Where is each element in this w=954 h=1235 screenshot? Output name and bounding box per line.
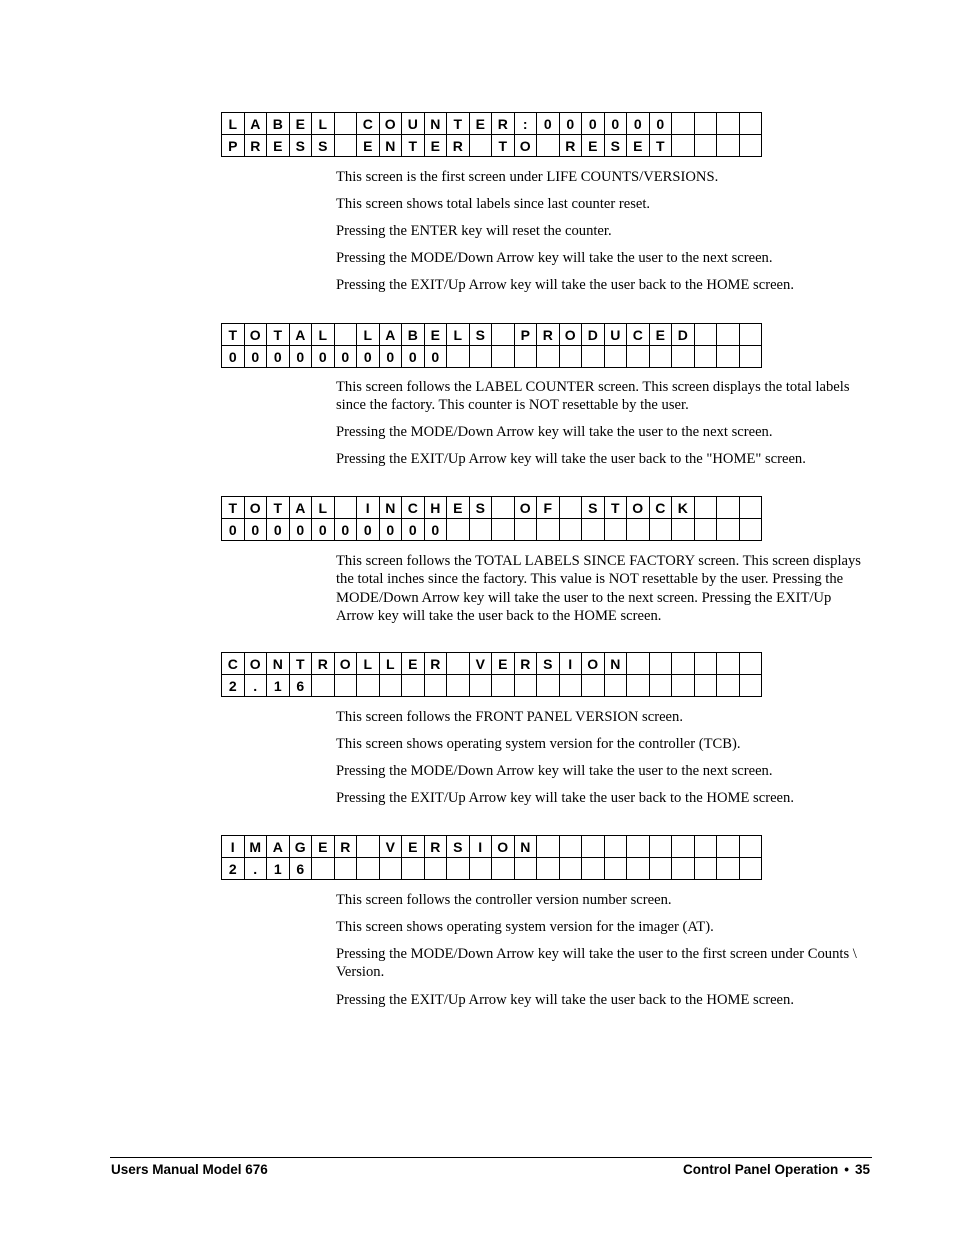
lcd-cell (672, 135, 695, 157)
lcd-cell: D (582, 324, 605, 346)
lcd-cell: E (469, 113, 492, 135)
lcd-cell (402, 858, 425, 880)
lcd-cell (694, 519, 717, 541)
lcd-cell (739, 836, 762, 858)
lcd-cell (739, 113, 762, 135)
lcd-cell (492, 858, 515, 880)
lcd-cell (469, 858, 492, 880)
lcd-cell (582, 858, 605, 880)
lcd-cell: 0 (559, 113, 582, 135)
lcd-cell: 1 (267, 675, 290, 697)
lcd-cell (739, 858, 762, 880)
lcd-cell: L (222, 113, 245, 135)
lcd-cell (739, 497, 762, 519)
lcd-cell: O (244, 653, 267, 675)
lcd-cell: T (267, 497, 290, 519)
lcd-cell (492, 497, 515, 519)
lcd-cell: A (289, 497, 312, 519)
lcd-row (222, 858, 762, 880)
lcd-cell (469, 519, 492, 541)
description-paragraph: Pressing the MODE/Down Arrow key will take the user to the next screen. (336, 763, 773, 780)
lcd-cell (672, 675, 695, 697)
lcd-cell (334, 675, 357, 697)
lcd-cell: P (514, 324, 537, 346)
lcd-cell: E (357, 135, 380, 157)
lcd-cell: E (492, 653, 515, 675)
lcd-cell: 0 (379, 346, 402, 368)
lcd-cell (537, 519, 560, 541)
lcd-cell: 0 (649, 113, 672, 135)
lcd-cell (492, 675, 515, 697)
lcd-cell (627, 346, 650, 368)
lcd-cell (717, 653, 740, 675)
lcd-cell (694, 324, 717, 346)
lcd-cell (694, 675, 717, 697)
lcd-row (222, 836, 762, 858)
lcd-screen-display (221, 652, 762, 697)
lcd-cell: 1 (267, 858, 290, 880)
lcd-cell: S (537, 653, 560, 675)
lcd-cell (582, 836, 605, 858)
lcd-cell (672, 653, 695, 675)
lcd-cell (514, 346, 537, 368)
lcd-cell: E (627, 135, 650, 157)
lcd-cell (537, 346, 560, 368)
lcd-cell: P (222, 135, 245, 157)
lcd-cell: 0 (334, 519, 357, 541)
description-paragraph: This screen shows operating system version for the imager (AT). (336, 919, 714, 936)
lcd-cell: 0 (379, 519, 402, 541)
lcd-cell: . (244, 675, 267, 697)
lcd-cell: 0 (424, 346, 447, 368)
lcd-cell (739, 346, 762, 368)
lcd-cell (447, 346, 470, 368)
lcd-cell: N (379, 497, 402, 519)
lcd-cell (672, 836, 695, 858)
lcd-cell: E (424, 135, 447, 157)
lcd-cell: C (627, 324, 650, 346)
lcd-cell: 0 (627, 113, 650, 135)
lcd-cell (627, 836, 650, 858)
lcd-cell (447, 519, 470, 541)
lcd-cell (739, 135, 762, 157)
description-paragraph: This screen follows the controller version number screen. (336, 892, 672, 908)
lcd-cell: S (312, 135, 335, 157)
lcd-cell (694, 858, 717, 880)
lcd-cell: O (244, 497, 267, 519)
lcd-cell (492, 346, 515, 368)
lcd-cell: . (244, 858, 267, 880)
lcd-cell: 0 (402, 346, 425, 368)
lcd-cell: C (222, 653, 245, 675)
screen-description (336, 168, 866, 303)
lcd-cell: N (379, 135, 402, 157)
lcd-cell: 0 (604, 113, 627, 135)
lcd-row (222, 324, 762, 346)
lcd-cell (717, 324, 740, 346)
lcd-cell: O (582, 653, 605, 675)
lcd-cell: 0 (402, 519, 425, 541)
description-paragraph: Pressing the MODE/Down Arrow key will take the user to the next screen. (336, 424, 773, 441)
lcd-cell: 2 (222, 858, 245, 880)
lcd-cell: I (469, 836, 492, 858)
footer-bullet: • (844, 1162, 849, 1177)
lcd-cell (694, 836, 717, 858)
lcd-cell: C (649, 497, 672, 519)
lcd-row (222, 113, 762, 135)
lcd-row (222, 675, 762, 697)
lcd-cell: 0 (357, 346, 380, 368)
lcd-cell: : (514, 113, 537, 135)
lcd-cell: S (469, 324, 492, 346)
lcd-cell (739, 675, 762, 697)
lcd-cell (334, 135, 357, 157)
lcd-cell: O (514, 135, 537, 157)
lcd-screen-display (221, 323, 762, 368)
lcd-cell: 0 (267, 346, 290, 368)
screen-description (336, 891, 866, 1018)
lcd-cell: R (312, 653, 335, 675)
lcd-cell (424, 675, 447, 697)
lcd-cell (739, 324, 762, 346)
description-paragraph: This screen follows the TOTAL LABELS SINCE FACTORY screen. This screen displays the total inches since the factory. This value is NOT resettable by the user. Pressing the MODE/Down Arrow key will take the user to the next screen. Pressing the EXIT/Up Arrow key will take the user back to the HOME screen. (336, 553, 861, 624)
lcd-cell: T (402, 135, 425, 157)
lcd-cell: 0 (222, 519, 245, 541)
lcd-cell: E (424, 324, 447, 346)
screen-description (336, 378, 866, 478)
lcd-cell (559, 346, 582, 368)
lcd-cell: L (312, 324, 335, 346)
lcd-cell (604, 836, 627, 858)
lcd-cell: B (267, 113, 290, 135)
lcd-cell (334, 497, 357, 519)
lcd-cell (672, 858, 695, 880)
lcd-cell (694, 346, 717, 368)
lcd-cell: A (267, 836, 290, 858)
lcd-cell (739, 519, 762, 541)
lcd-cell (694, 653, 717, 675)
lcd-cell (537, 135, 560, 157)
lcd-cell: A (289, 324, 312, 346)
description-paragraph: Pressing the MODE/Down Arrow key will take the user to the next screen. (336, 250, 773, 267)
lcd-cell: N (604, 653, 627, 675)
lcd-cell (627, 653, 650, 675)
lcd-cell (672, 519, 695, 541)
lcd-cell (334, 324, 357, 346)
lcd-cell (559, 836, 582, 858)
lcd-cell (604, 675, 627, 697)
lcd-cell: 0 (424, 519, 447, 541)
lcd-cell (402, 675, 425, 697)
lcd-cell (537, 675, 560, 697)
lcd-cell: T (222, 324, 245, 346)
lcd-cell (469, 135, 492, 157)
description-paragraph: Pressing the EXIT/Up Arrow key will take the user back to the HOME screen. (336, 277, 794, 294)
lcd-cell (649, 675, 672, 697)
lcd-cell: L (447, 324, 470, 346)
lcd-cell (379, 675, 402, 697)
lcd-cell: R (537, 324, 560, 346)
lcd-cell (717, 519, 740, 541)
description-paragraph: This screen shows operating system version for the controller (TCB). (336, 736, 741, 753)
lcd-cell: 6 (289, 858, 312, 880)
lcd-cell: E (267, 135, 290, 157)
lcd-cell: T (604, 497, 627, 519)
lcd-row (222, 497, 762, 519)
lcd-cell: O (492, 836, 515, 858)
lcd-cell (627, 519, 650, 541)
lcd-cell (357, 858, 380, 880)
lcd-cell: A (379, 324, 402, 346)
lcd-cell: 0 (582, 113, 605, 135)
lcd-screen-display (221, 112, 762, 157)
lcd-cell: A (244, 113, 267, 135)
lcd-cell: 0 (289, 346, 312, 368)
lcd-cell (469, 675, 492, 697)
lcd-cell: R (514, 653, 537, 675)
footer-section-name: Control Panel Operation (682, 1162, 839, 1177)
lcd-cell: L (312, 497, 335, 519)
lcd-cell: T (447, 113, 470, 135)
lcd-cell: U (402, 113, 425, 135)
lcd-cell: S (604, 135, 627, 157)
lcd-cell (627, 675, 650, 697)
lcd-cell (582, 519, 605, 541)
lcd-cell: E (312, 836, 335, 858)
lcd-cell: S (447, 836, 470, 858)
lcd-cell (717, 346, 740, 368)
description-paragraph: Pressing the ENTER key will reset the counter. (336, 223, 612, 240)
lcd-cell: 0 (289, 519, 312, 541)
lcd-cell (717, 497, 740, 519)
description-paragraph: Pressing the EXIT/Up Arrow key will take the user back to the HOME screen. (336, 790, 794, 807)
description-paragraph: This screen is the first screen under LIFE COUNTS/VERSIONS. (336, 169, 719, 185)
lcd-cell: 0 (334, 346, 357, 368)
lcd-cell: D (672, 324, 695, 346)
lcd-cell: T (492, 135, 515, 157)
lcd-cell (447, 858, 470, 880)
lcd-cell (334, 113, 357, 135)
lcd-cell (717, 113, 740, 135)
lcd-cell: N (424, 113, 447, 135)
lcd-cell (717, 675, 740, 697)
lcd-cell (604, 346, 627, 368)
lcd-cell (672, 113, 695, 135)
lcd-cell: I (559, 653, 582, 675)
lcd-cell (312, 858, 335, 880)
lcd-cell: T (289, 653, 312, 675)
lcd-cell: L (312, 113, 335, 135)
lcd-cell: L (357, 324, 380, 346)
footer-page-number: 35 (854, 1162, 870, 1177)
lcd-cell (492, 324, 515, 346)
lcd-cell: B (402, 324, 425, 346)
footer-rule (110, 1157, 872, 1158)
lcd-cell (559, 497, 582, 519)
lcd-cell (582, 675, 605, 697)
lcd-cell: 0 (244, 519, 267, 541)
description-paragraph: This screen follows the FRONT PANEL VERSION screen. (336, 709, 683, 725)
lcd-cell: N (514, 836, 537, 858)
lcd-cell: O (244, 324, 267, 346)
lcd-cell (447, 675, 470, 697)
lcd-cell: T (649, 135, 672, 157)
lcd-row (222, 653, 762, 675)
lcd-cell: R (334, 836, 357, 858)
lcd-cell (649, 346, 672, 368)
lcd-cell: S (469, 497, 492, 519)
description-paragraph: This screen shows total labels since last counter reset. (336, 196, 651, 213)
lcd-cell (672, 346, 695, 368)
lcd-cell (334, 858, 357, 880)
lcd-cell (537, 836, 560, 858)
lcd-cell (514, 519, 537, 541)
lcd-cell: O (334, 653, 357, 675)
lcd-cell (559, 519, 582, 541)
lcd-cell: V (469, 653, 492, 675)
lcd-cell: R (492, 113, 515, 135)
lcd-cell (492, 519, 515, 541)
lcd-cell: S (289, 135, 312, 157)
screen-description (336, 552, 866, 634)
lcd-cell: R (244, 135, 267, 157)
footer-title: Users Manual Model 676 (111, 1162, 268, 1177)
lcd-cell: U (604, 324, 627, 346)
lcd-cell (694, 113, 717, 135)
lcd-cell: 0 (222, 346, 245, 368)
lcd-cell: E (402, 653, 425, 675)
lcd-cell: 0 (267, 519, 290, 541)
lcd-cell: I (222, 836, 245, 858)
lcd-cell (537, 858, 560, 880)
lcd-cell: 6 (289, 675, 312, 697)
lcd-cell: H (424, 497, 447, 519)
lcd-row (222, 346, 762, 368)
lcd-cell: O (379, 113, 402, 135)
lcd-cell: 0 (312, 519, 335, 541)
lcd-cell: L (379, 653, 402, 675)
lcd-cell (694, 497, 717, 519)
lcd-cell (312, 675, 335, 697)
lcd-cell: S (582, 497, 605, 519)
lcd-row (222, 135, 762, 157)
lcd-cell (379, 858, 402, 880)
lcd-cell: C (402, 497, 425, 519)
lcd-cell: F (537, 497, 560, 519)
lcd-cell (559, 858, 582, 880)
lcd-cell (717, 135, 740, 157)
lcd-cell: O (627, 497, 650, 519)
lcd-cell: R (559, 135, 582, 157)
lcd-cell (357, 836, 380, 858)
lcd-cell (717, 836, 740, 858)
lcd-cell: E (289, 113, 312, 135)
lcd-cell: 0 (357, 519, 380, 541)
lcd-cell (424, 858, 447, 880)
lcd-cell: I (357, 497, 380, 519)
lcd-cell: O (514, 497, 537, 519)
lcd-cell: T (222, 497, 245, 519)
lcd-cell: R (424, 836, 447, 858)
lcd-cell (694, 135, 717, 157)
lcd-row (222, 519, 762, 541)
lcd-screen-display (221, 496, 762, 541)
lcd-cell (357, 675, 380, 697)
lcd-cell: E (402, 836, 425, 858)
lcd-cell (739, 653, 762, 675)
lcd-cell: V (379, 836, 402, 858)
lcd-cell (627, 858, 650, 880)
description-paragraph: Pressing the MODE/Down Arrow key will take the user to the first screen under Counts \ Version. (336, 946, 857, 981)
lcd-cell (514, 858, 537, 880)
lcd-cell (649, 858, 672, 880)
lcd-cell: 2 (222, 675, 245, 697)
lcd-cell: L (357, 653, 380, 675)
lcd-cell (582, 346, 605, 368)
lcd-cell: M (244, 836, 267, 858)
description-paragraph: Pressing the EXIT/Up Arrow key will take the user back to the HOME screen. (336, 991, 794, 1008)
lcd-cell: E (649, 324, 672, 346)
lcd-cell (649, 519, 672, 541)
lcd-cell: 0 (244, 346, 267, 368)
lcd-cell: C (357, 113, 380, 135)
lcd-cell: K (672, 497, 695, 519)
lcd-cell (447, 653, 470, 675)
footer-section (683, 1162, 870, 1177)
lcd-cell (604, 858, 627, 880)
lcd-cell: T (267, 324, 290, 346)
lcd-screen-display (221, 835, 762, 880)
lcd-cell (649, 836, 672, 858)
lcd-cell (649, 653, 672, 675)
lcd-cell: G (289, 836, 312, 858)
lcd-cell (717, 858, 740, 880)
lcd-cell: R (447, 135, 470, 157)
lcd-cell: N (267, 653, 290, 675)
lcd-cell (559, 675, 582, 697)
lcd-cell: E (447, 497, 470, 519)
description-paragraph: Pressing the EXIT/Up Arrow key will take the user back to the "HOME" screen. (336, 451, 806, 468)
description-paragraph: This screen follows the LABEL COUNTER screen. This screen displays the total labels since the factory. This counter is NOT resettable by the user. (336, 379, 850, 414)
lcd-cell (469, 346, 492, 368)
lcd-cell (604, 519, 627, 541)
lcd-cell: O (559, 324, 582, 346)
lcd-cell: R (424, 653, 447, 675)
lcd-cell (514, 675, 537, 697)
screen-description (336, 708, 866, 816)
lcd-cell: E (582, 135, 605, 157)
lcd-cell: 0 (312, 346, 335, 368)
lcd-cell: 0 (537, 113, 560, 135)
